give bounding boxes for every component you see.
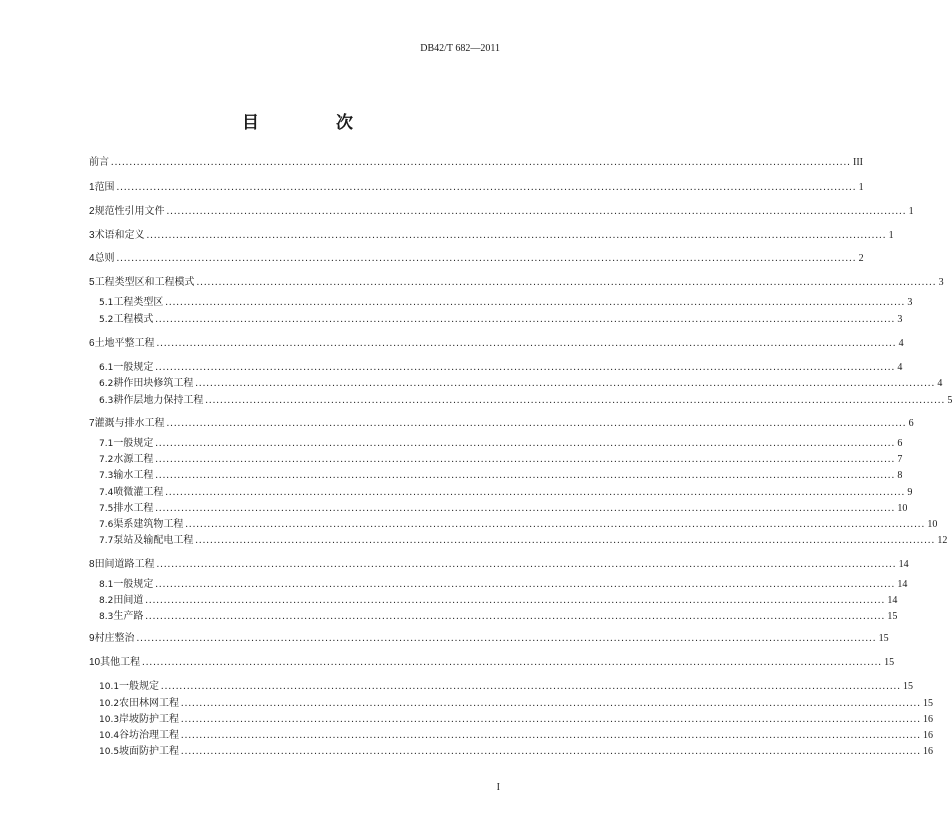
toc-entry-page: 3 [907, 297, 913, 308]
toc-leader-dots: ........................................................................................................................................................................................................ [155, 438, 896, 449]
toc-entry-number: 10.3 [99, 715, 120, 725]
toc-entry[interactable] [0, 157, 863, 171]
toc-leader-dots: ........................................................................................................................................................................................................ [111, 157, 851, 168]
toc-entry-label: 排水工程 [113, 503, 154, 514]
toc-leader-dots: ........................................................................................................................................................................................................ [146, 230, 887, 241]
toc-entry-page: 1 [908, 206, 914, 217]
toc-entry-label: 坡面防护工程 [119, 746, 180, 757]
toc-entry-page: 4 [897, 362, 903, 373]
toc-entry[interactable] [0, 182, 864, 196]
toc-entry-number: 8.2 [99, 596, 114, 606]
toc-entry-number: 10.4 [99, 731, 120, 741]
toc-leader-dots: ........................................................................................................................................................................................................ [116, 182, 857, 193]
toc-entry[interactable] [0, 438, 903, 452]
toc-entry-page: 15 [923, 698, 934, 709]
toc-entry-page: 14 [897, 579, 908, 590]
toc-leader-dots: ........................................................................................................................................................................................................ [155, 314, 896, 325]
toc-entry-label: 田间道路工程 [94, 559, 155, 570]
toc-entry-number: 5 [89, 277, 95, 288]
toc-leader-dots: ........................................................................................................................................................................................................ [155, 503, 896, 514]
toc-entry[interactable] [0, 503, 908, 517]
toc-entry-label: 农田林网工程 [119, 698, 180, 709]
toc-entry[interactable] [0, 746, 934, 760]
toc-entry-number: 7.4 [99, 488, 114, 498]
toc-leader-dots: ........................................................................................................................................................................................................ [116, 253, 857, 264]
toc-entry-label: 术语和定义 [94, 230, 145, 241]
toc-entry-number: 8 [89, 559, 95, 570]
toc-entry-number: 7.1 [99, 439, 114, 449]
toc-entry-number: 6.2 [99, 379, 114, 389]
toc-entry-label: 耕作田块修筑工程 [113, 378, 194, 389]
toc-entry[interactable] [0, 559, 909, 573]
toc-entry-page: 5 [947, 395, 952, 406]
toc-leader-dots: ........................................................................................................................................................................................................ [181, 698, 922, 709]
toc-entry-page: 1 [858, 182, 864, 193]
toc-entry[interactable] [0, 519, 938, 533]
toc-entry-page: 10 [897, 503, 908, 514]
toc-leader-dots: ........................................................................................................................................................................................................ [195, 535, 936, 546]
toc-entry[interactable] [0, 206, 914, 220]
toc-entry-page: 3 [938, 277, 944, 288]
toc-entry-label: 工程类型区和工程模式 [94, 277, 195, 288]
toc-entry-number: 6.1 [99, 363, 114, 373]
toc-entry-number: 7.6 [99, 520, 114, 530]
toc-entry-page: III [853, 157, 863, 168]
toc-entry-number: 3 [89, 230, 95, 241]
toc-entry-page: 10 [927, 519, 938, 530]
toc-entry-label: 工程类型区 [113, 297, 164, 308]
toc-leader-dots: ........................................................................................................................................................................................................ [196, 277, 937, 288]
toc-entry[interactable] [0, 487, 913, 501]
toc-entry[interactable] [0, 714, 934, 728]
toc-entry-label: 输水工程 [113, 470, 154, 481]
toc-leader-dots: ........................................................................................................................................................................................................ [155, 362, 896, 373]
toc-leader-dots: ........................................................................................................................................................................................................ [185, 519, 926, 530]
toc-entry[interactable] [0, 579, 908, 593]
page-number: I [496, 782, 500, 793]
toc-entry[interactable] [0, 277, 944, 291]
toc-entry[interactable] [0, 611, 898, 625]
toc-entry[interactable] [0, 253, 864, 267]
toc-entry-number: 7.2 [99, 455, 114, 465]
toc-leader-dots: ........................................................................................................................................................................................................ [142, 657, 883, 668]
toc-entry-number: 6.3 [99, 396, 114, 406]
toc-entry[interactable] [0, 730, 934, 744]
toc-leader-dots: ........................................................................................................................................................................................................ [155, 470, 896, 481]
toc-leader-dots: ........................................................................................................................................................................................................ [181, 714, 922, 725]
toc-entry-page: 15 [884, 657, 895, 668]
toc-entry-page: 12 [937, 535, 948, 546]
toc-entry-number: 7.5 [99, 504, 114, 514]
toc-leader-dots: ........................................................................................................................................................................................................ [145, 595, 886, 606]
toc-entry[interactable] [0, 362, 903, 376]
toc-entry[interactable] [0, 698, 934, 712]
toc-entry[interactable] [0, 418, 914, 432]
toc-entry-page: 4 [937, 378, 943, 389]
toc-entry-label: 工程模式 [113, 314, 154, 325]
toc-entry-number: 10.2 [99, 699, 120, 709]
toc-entry-label: 田间道 [113, 595, 144, 606]
toc-entry-page: 2 [858, 253, 864, 264]
toc-entry-label: 喷微灌工程 [113, 487, 164, 498]
toc-entry-page: 15 [878, 633, 889, 644]
toc-entry-page: 8 [897, 470, 903, 481]
toc-entry-page: 3 [897, 314, 903, 325]
toc-entry-page: 16 [923, 746, 934, 757]
toc-entry-number: 5.1 [99, 298, 114, 308]
toc-entry-label: 一般规定 [119, 681, 160, 692]
toc-entry-number: 7.3 [99, 471, 114, 481]
toc-entry[interactable] [0, 338, 904, 352]
toc-entry[interactable] [0, 535, 948, 549]
toc-entry[interactable] [0, 230, 894, 244]
toc-entry-page: 15 [903, 681, 914, 692]
toc-leader-dots: ........................................................................................................................................................................................................ [155, 579, 896, 590]
toc-entry[interactable] [0, 454, 903, 468]
toc-leader-dots: ........................................................................................................................................................................................................ [181, 746, 922, 757]
toc-leader-dots: ........................................................................................................................................................................................................ [165, 297, 906, 308]
toc-entry-number: 1 [89, 182, 95, 193]
toc-entry-page: 14 [898, 559, 909, 570]
toc-entry-label: 规范性引用文件 [94, 206, 165, 217]
toc-leader-dots: ........................................................................................................................................................................................................ [155, 454, 896, 465]
toc-entry-page: 1 [888, 230, 894, 241]
toc-entry[interactable] [0, 470, 903, 484]
toc-entry-number: 10 [89, 657, 101, 668]
toc-leader-dots: ........................................................................................................................................................................................................ [205, 395, 946, 406]
document-code: DB42/T 682—2011 [420, 43, 500, 54]
toc-entry-number: 7 [89, 418, 95, 429]
toc-entry[interactable] [0, 297, 913, 311]
toc-leader-dots: ........................................................................................................................................................................................................ [136, 633, 877, 644]
toc-leader-dots: ........................................................................................................................................................................................................ [166, 206, 907, 217]
toc-entry[interactable] [0, 395, 952, 409]
toc-entry-number: 7.7 [99, 536, 114, 546]
toc-entry-number: 2 [89, 206, 95, 217]
toc-entry-label: 灌溉与排水工程 [94, 418, 165, 429]
toc-entry-page: 15 [887, 611, 898, 622]
toc-entry-label: 村庄整治 [94, 633, 135, 644]
toc-leader-dots: ........................................................................................................................................................................................................ [165, 487, 906, 498]
toc-entry-number: 5.2 [99, 315, 114, 325]
toc-entry-page: 14 [887, 595, 898, 606]
toc-entry-label: 岸坡防护工程 [119, 714, 180, 725]
toc-entry-label: 一般规定 [113, 438, 154, 449]
toc-entry-label: 渠系建筑物工程 [113, 519, 184, 530]
toc-entry-label: 总则 [94, 253, 115, 264]
toc-entry-number: 6 [89, 338, 95, 349]
toc-entry[interactable] [0, 378, 943, 392]
toc-entry-page: 4 [898, 338, 904, 349]
toc-entry-label: 谷坊治理工程 [119, 730, 180, 741]
toc-entry-label: 生产路 [113, 611, 144, 622]
toc-entry-page: 16 [923, 714, 934, 725]
toc-entry[interactable] [0, 595, 898, 609]
toc-entry-page: 9 [907, 487, 913, 498]
toc-entry-page: 6 [908, 418, 914, 429]
toc-entry[interactable] [0, 657, 895, 671]
toc-entry-number: 4 [89, 253, 95, 264]
toc-entry-label: 一般规定 [113, 579, 154, 590]
toc-leader-dots: ........................................................................................................................................................................................................ [166, 418, 907, 429]
toc-entry-label: 范围 [94, 182, 115, 193]
toc-entry-page: 16 [923, 730, 934, 741]
toc-leader-dots: ........................................................................................................................................................................................................ [181, 730, 922, 741]
toc-entry-label: 其他工程 [100, 657, 141, 668]
toc-leader-dots: ........................................................................................................................................................................................................ [156, 559, 897, 570]
toc-entry-label: 前言 [89, 157, 109, 168]
toc-entry-number: 9 [89, 633, 95, 644]
toc-leader-dots: ........................................................................................................................................................................................................ [156, 338, 897, 349]
page-title: 目 次 [242, 113, 383, 133]
toc-leader-dots: ........................................................................................................................................................................................................ [195, 378, 936, 389]
toc-entry-label: 泵站及输配电工程 [113, 535, 194, 546]
toc-leader-dots: ........................................................................................................................................................................................................ [145, 611, 886, 622]
toc-entry[interactable] [0, 633, 889, 647]
toc-entry-label: 水源工程 [113, 454, 154, 465]
toc-entry-label: 土地平整工程 [94, 338, 155, 349]
toc-entry-number: 8.1 [99, 580, 114, 590]
toc-entry-page: 7 [897, 454, 903, 465]
toc-entry-number: 10.1 [99, 682, 120, 692]
toc-entry-label: 耕作层地力保持工程 [113, 395, 204, 406]
toc-leader-dots: ........................................................................................................................................................................................................ [161, 681, 902, 692]
toc-entry[interactable] [0, 314, 903, 328]
toc-entry[interactable] [0, 681, 914, 695]
toc-entry-number: 8.3 [99, 612, 114, 622]
toc-entry-page: 6 [897, 438, 903, 449]
toc-entry-label: 一般规定 [113, 362, 154, 373]
toc-entry-number: 10.5 [99, 747, 120, 757]
